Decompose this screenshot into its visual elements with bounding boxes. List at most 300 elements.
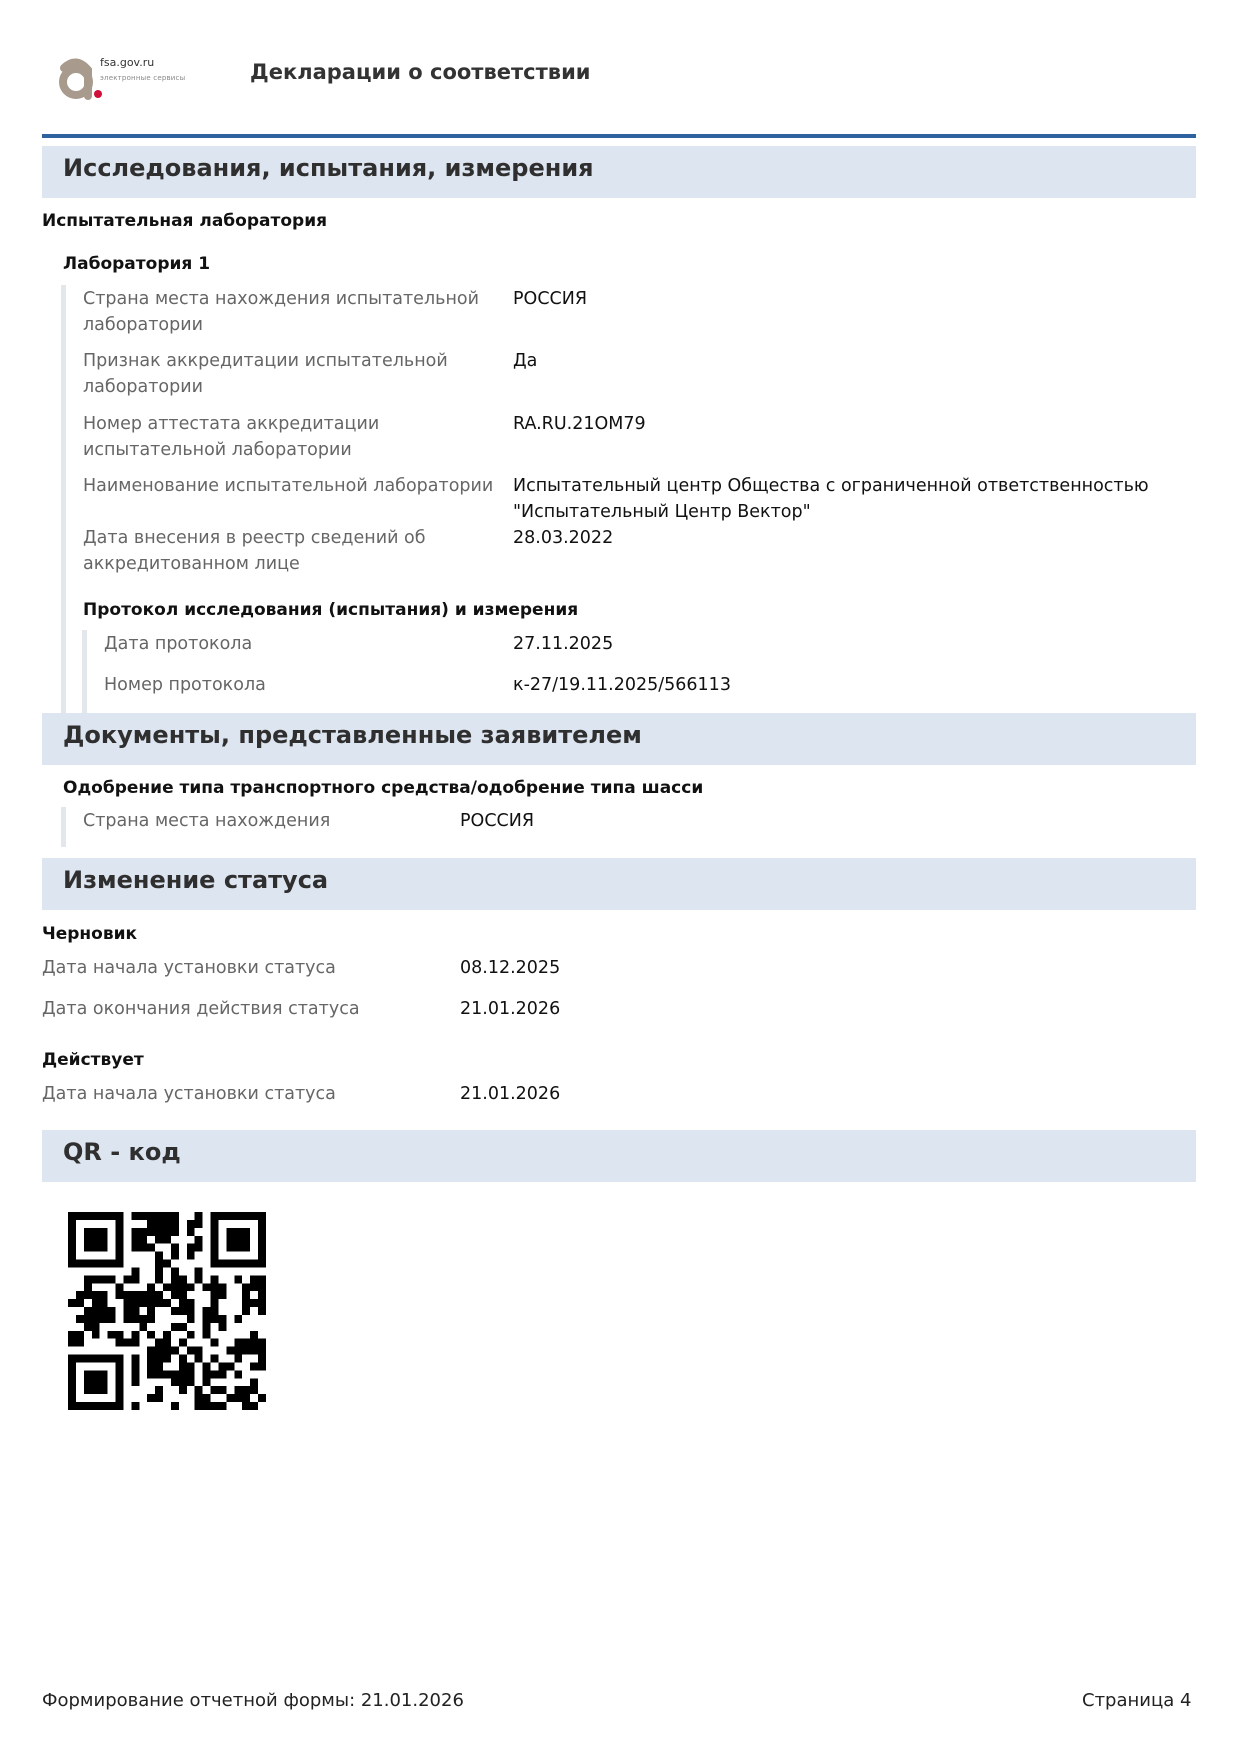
- qr-module: [108, 1275, 116, 1283]
- qr-module: [211, 1355, 219, 1363]
- qr-module: [234, 1212, 242, 1220]
- qr-module: [108, 1331, 116, 1339]
- qr-module: [203, 1315, 211, 1323]
- qr-module: [84, 1212, 92, 1220]
- section-title-qr: QR - код: [63, 1138, 181, 1166]
- qr-module: [100, 1386, 108, 1394]
- qr-module: [179, 1291, 187, 1299]
- qr-module: [163, 1220, 171, 1228]
- qr-module: [234, 1370, 242, 1378]
- qr-module: [131, 1362, 139, 1370]
- qr-module: [179, 1307, 187, 1315]
- qr-module: [203, 1378, 211, 1386]
- qr-module: [92, 1299, 100, 1307]
- qr-module: [68, 1236, 76, 1244]
- qr-module: [171, 1267, 179, 1275]
- qr-module: [147, 1394, 155, 1402]
- qr-module: [211, 1307, 219, 1315]
- page-title: Декларации о соответствии: [250, 60, 591, 84]
- qr-module: [116, 1236, 124, 1244]
- section-title-documents: Документы, представленные заявителем: [63, 721, 642, 749]
- qr-module: [171, 1291, 179, 1299]
- qr-module: [100, 1402, 108, 1410]
- qr-module: [218, 1362, 226, 1370]
- qr-module: [139, 1299, 147, 1307]
- qr-module: [226, 1236, 234, 1244]
- qr-module: [179, 1355, 187, 1363]
- qr-module: [131, 1236, 139, 1244]
- qr-module: [76, 1331, 84, 1339]
- qr-module: [108, 1260, 116, 1268]
- qr-module: [155, 1260, 163, 1268]
- qr-module: [116, 1228, 124, 1236]
- qr-module: [92, 1291, 100, 1299]
- qr-module: [211, 1228, 219, 1236]
- qr-module: [116, 1244, 124, 1252]
- qr-module: [147, 1220, 155, 1228]
- qr-module: [187, 1315, 195, 1323]
- qr-module: [250, 1299, 258, 1307]
- qr-module: [147, 1362, 155, 1370]
- qr-module: [250, 1362, 258, 1370]
- field-label: Номер протокола: [104, 675, 266, 695]
- qr-module: [155, 1220, 163, 1228]
- qr-module: [187, 1370, 195, 1378]
- qr-module: [234, 1347, 242, 1355]
- qr-module: [155, 1339, 163, 1347]
- status-draft-title: Черновик: [42, 924, 138, 944]
- qr-module: [92, 1228, 100, 1236]
- qr-module: [108, 1315, 116, 1323]
- qr-module: [258, 1394, 266, 1402]
- qr-module: [108, 1402, 116, 1410]
- qr-module: [131, 1299, 139, 1307]
- qr-module: [92, 1275, 100, 1283]
- qr-module: [258, 1339, 266, 1347]
- qr-module: [155, 1212, 163, 1220]
- qr-module: [163, 1331, 171, 1339]
- qr-module: [68, 1331, 76, 1339]
- qr-module: [116, 1283, 124, 1291]
- qr-module: [171, 1370, 179, 1378]
- lab-title: Лаборатория 1: [63, 254, 211, 274]
- qr-module: [116, 1291, 124, 1299]
- qr-module: [76, 1260, 84, 1268]
- qr-module: [218, 1291, 226, 1299]
- qr-module: [171, 1244, 179, 1252]
- qr-module: [108, 1355, 116, 1363]
- qr-module: [195, 1236, 203, 1244]
- qr-module: [131, 1267, 139, 1275]
- qr-module: [84, 1323, 92, 1331]
- qr-module: [258, 1220, 266, 1228]
- qr-module: [84, 1260, 92, 1268]
- qr-module: [108, 1307, 116, 1315]
- qr-module: [68, 1244, 76, 1252]
- qr-module: [68, 1386, 76, 1394]
- qr-module: [187, 1283, 195, 1291]
- field-value: RA.RU.21ОМ79: [513, 414, 646, 434]
- qr-module: [131, 1212, 139, 1220]
- qr-module: [171, 1220, 179, 1228]
- qr-module: [68, 1355, 76, 1363]
- qr-module: [76, 1339, 84, 1347]
- qr-module: [187, 1307, 195, 1315]
- qr-module: [218, 1315, 226, 1323]
- qr-module: [218, 1212, 226, 1220]
- qr-module: [116, 1355, 124, 1363]
- section-research: [42, 146, 1196, 198]
- qr-module: [163, 1283, 171, 1291]
- qr-module: [171, 1212, 179, 1220]
- qr-module: [242, 1347, 250, 1355]
- qr-module: [92, 1244, 100, 1252]
- qr-module: [226, 1347, 234, 1355]
- qr-module: [116, 1220, 124, 1228]
- qr-module: [203, 1323, 211, 1331]
- qr-module: [155, 1370, 163, 1378]
- qr-module: [155, 1394, 163, 1402]
- qr-module: [179, 1378, 187, 1386]
- qr-module: [218, 1323, 226, 1331]
- fsa-logo: [58, 58, 102, 102]
- qr-module: [147, 1307, 155, 1315]
- qr-module: [195, 1267, 203, 1275]
- qr-module: [155, 1386, 163, 1394]
- qr-module: [100, 1260, 108, 1268]
- qr-module: [258, 1275, 266, 1283]
- qr-module: [226, 1244, 234, 1252]
- qr-module: [226, 1228, 234, 1236]
- qr-module: [242, 1394, 250, 1402]
- qr-module: [139, 1228, 147, 1236]
- qr-module: [218, 1283, 226, 1291]
- qr-module: [203, 1402, 211, 1410]
- qr-module: [116, 1252, 124, 1260]
- qr-module: [131, 1339, 139, 1347]
- qr-module: [139, 1212, 147, 1220]
- qr-module: [76, 1291, 84, 1299]
- qr-module: [258, 1228, 266, 1236]
- qr-module: [76, 1315, 84, 1323]
- qr-module: [84, 1236, 92, 1244]
- qr-module: [92, 1236, 100, 1244]
- qr-module: [211, 1402, 219, 1410]
- section-documents: [42, 713, 1196, 765]
- qr-module: [100, 1275, 108, 1283]
- qr-module: [258, 1347, 266, 1355]
- qr-module: [147, 1228, 155, 1236]
- qr-module: [242, 1402, 250, 1410]
- qr-module: [68, 1228, 76, 1236]
- footer-generated: Формирование отчетной формы: 21.01.2026: [42, 1690, 464, 1711]
- qr-module: [163, 1236, 171, 1244]
- qr-module: [84, 1370, 92, 1378]
- qr-module: [211, 1291, 219, 1299]
- qr-module: [68, 1370, 76, 1378]
- qr-module: [163, 1355, 171, 1363]
- qr-module: [68, 1362, 76, 1370]
- qr-module: [250, 1260, 258, 1268]
- qr-module: [258, 1291, 266, 1299]
- qr-module: [195, 1275, 203, 1283]
- qr-module: [171, 1228, 179, 1236]
- footer-page-number: Страница 4: [1082, 1690, 1192, 1711]
- qr-module: [155, 1291, 163, 1299]
- qr-module: [76, 1355, 84, 1363]
- qr-module: [211, 1236, 219, 1244]
- qr-module: [92, 1378, 100, 1386]
- field-value: 28.03.2022: [513, 528, 614, 548]
- qr-module: [100, 1291, 108, 1299]
- qr-module: [147, 1331, 155, 1339]
- qr-module: [258, 1260, 266, 1268]
- qr-module: [131, 1402, 139, 1410]
- field-value: 27.11.2025: [513, 634, 614, 654]
- qr-module: [84, 1228, 92, 1236]
- qr-module: [147, 1315, 155, 1323]
- qr-module: [163, 1299, 171, 1307]
- qr-module: [250, 1386, 258, 1394]
- qr-module: [84, 1307, 92, 1315]
- qr-module: [123, 1299, 131, 1307]
- qr-module: [84, 1315, 92, 1323]
- qr-module: [187, 1331, 195, 1339]
- field-label: Страна места нахождения испытательной лаборатории: [83, 289, 479, 335]
- qr-module: [258, 1355, 266, 1363]
- status-active-title: Действует: [42, 1050, 144, 1070]
- qr-module: [68, 1339, 76, 1347]
- qr-module: [250, 1339, 258, 1347]
- qr-module: [84, 1291, 92, 1299]
- qr-module: [92, 1386, 100, 1394]
- qr-module: [250, 1275, 258, 1283]
- qr-module: [100, 1244, 108, 1252]
- qr-module: [131, 1228, 139, 1236]
- qr-module: [171, 1283, 179, 1291]
- qr-module: [258, 1212, 266, 1220]
- qr-module: [258, 1236, 266, 1244]
- qr-module: [116, 1331, 124, 1339]
- qr-module: [195, 1386, 203, 1394]
- field-label: Страна места нахождения: [83, 811, 331, 831]
- qr-module: [116, 1378, 124, 1386]
- field-label: Дата протокола: [104, 634, 253, 654]
- qr-module: [203, 1307, 211, 1315]
- qr-module: [211, 1260, 219, 1268]
- qr-module: [131, 1378, 139, 1386]
- qr-module: [139, 1291, 147, 1299]
- qr-module: [179, 1370, 187, 1378]
- qr-module: [250, 1347, 258, 1355]
- qr-module: [258, 1252, 266, 1260]
- qr-module: [187, 1244, 195, 1252]
- qr-module: [68, 1260, 76, 1268]
- qr-module: [155, 1299, 163, 1307]
- qr-module: [100, 1315, 108, 1323]
- field-value: 21.01.2026: [460, 999, 561, 1019]
- qr-module: [234, 1386, 242, 1394]
- qr-module: [163, 1339, 171, 1347]
- qr-module: [218, 1370, 226, 1378]
- qr-module: [123, 1291, 131, 1299]
- qr-module: [171, 1378, 179, 1386]
- section-title-status: Изменение статуса: [63, 866, 329, 894]
- qr-module: [163, 1370, 171, 1378]
- qr-module: [147, 1370, 155, 1378]
- qr-module: [116, 1362, 124, 1370]
- qr-module: [147, 1355, 155, 1363]
- qr-module: [116, 1370, 124, 1378]
- qr-module: [131, 1315, 139, 1323]
- qr-module: [92, 1260, 100, 1268]
- qr-module: [218, 1386, 226, 1394]
- qr-module: [76, 1402, 84, 1410]
- qr-module: [234, 1355, 242, 1363]
- qr-module: [242, 1299, 250, 1307]
- qr-code-icon: [68, 1212, 266, 1410]
- qr-module: [211, 1315, 219, 1323]
- qr-module: [147, 1244, 155, 1252]
- qr-module: [242, 1212, 250, 1220]
- group-title-lab: Испытательная лаборатория: [42, 211, 328, 231]
- qr-module: [242, 1236, 250, 1244]
- protocol-title: Протокол исследования (испытания) и измерения: [83, 600, 579, 620]
- qr-module: [258, 1307, 266, 1315]
- qr-module: [155, 1267, 163, 1275]
- qr-module: [242, 1260, 250, 1268]
- qr-module: [250, 1212, 258, 1220]
- field-value: РОССИЯ: [460, 811, 535, 831]
- qr-module: [123, 1315, 131, 1323]
- qr-module: [131, 1370, 139, 1378]
- qr-module: [68, 1212, 76, 1220]
- qr-module: [179, 1283, 187, 1291]
- qr-module: [250, 1331, 258, 1339]
- qr-module: [163, 1260, 171, 1268]
- qr-module: [211, 1275, 219, 1283]
- qr-module: [195, 1244, 203, 1252]
- qr-module: [195, 1220, 203, 1228]
- qr-module: [84, 1244, 92, 1252]
- qr-module: [211, 1339, 219, 1347]
- qr-module: [100, 1236, 108, 1244]
- qr-module: [68, 1378, 76, 1386]
- qr-module: [179, 1299, 187, 1307]
- qr-module: [131, 1275, 139, 1283]
- field-value: Да: [513, 351, 538, 371]
- qr-module: [242, 1291, 250, 1299]
- qr-module: [226, 1260, 234, 1268]
- qr-module: [171, 1275, 179, 1283]
- qr-module: [195, 1402, 203, 1410]
- section-title-research: Исследования, испытания, измерения: [63, 154, 594, 182]
- section-qr: [42, 1130, 1196, 1182]
- qr-module: [211, 1386, 219, 1394]
- qr-module: [211, 1299, 219, 1307]
- documents-indent-line: [61, 807, 66, 847]
- qr-module: [179, 1339, 187, 1347]
- qr-module: [195, 1355, 203, 1363]
- logo-subtitle: электронные сервисы: [100, 74, 186, 82]
- qr-module: [258, 1244, 266, 1252]
- qr-module: [171, 1402, 179, 1410]
- qr-module: [116, 1260, 124, 1268]
- qr-module: [242, 1244, 250, 1252]
- qr-module: [155, 1228, 163, 1236]
- qr-module: [92, 1307, 100, 1315]
- qr-module: [211, 1283, 219, 1291]
- qr-module: [250, 1402, 258, 1410]
- qr-module: [84, 1275, 92, 1283]
- qr-module: [155, 1355, 163, 1363]
- qr-module: [171, 1307, 179, 1315]
- qr-module: [234, 1315, 242, 1323]
- qr-module: [218, 1402, 226, 1410]
- qr-module: [226, 1212, 234, 1220]
- qr-module: [108, 1212, 116, 1220]
- field-label: Дата окончания действия статуса: [42, 999, 360, 1019]
- qr-module: [187, 1362, 195, 1370]
- section-status: [42, 858, 1196, 910]
- qr-module: [195, 1212, 203, 1220]
- qr-module: [242, 1228, 250, 1236]
- field-value: к-27/19.11.2025/566113: [513, 675, 731, 695]
- qr-module: [203, 1362, 211, 1370]
- qr-module: [100, 1378, 108, 1386]
- lab-indent-line: [61, 285, 66, 713]
- qr-module: [92, 1212, 100, 1220]
- qr-module: [131, 1307, 139, 1315]
- qr-module: [179, 1386, 187, 1394]
- qr-module: [84, 1355, 92, 1363]
- qr-module: [116, 1386, 124, 1394]
- protocol-indent-line: [82, 630, 87, 713]
- qr-module: [68, 1299, 76, 1307]
- qr-module: [100, 1370, 108, 1378]
- qr-module: [171, 1323, 179, 1331]
- qr-module: [155, 1252, 163, 1260]
- qr-module: [234, 1275, 242, 1283]
- qr-module: [100, 1228, 108, 1236]
- qr-module: [250, 1283, 258, 1291]
- qr-module: [123, 1339, 131, 1347]
- qr-module: [163, 1212, 171, 1220]
- qr-module: [100, 1307, 108, 1315]
- qr-module: [187, 1252, 195, 1260]
- field-label: Наименование испытательной лаборатории: [83, 476, 494, 496]
- qr-module: [211, 1244, 219, 1252]
- field-label: Дата внесения в реестр сведений об аккредитованном лице: [83, 528, 426, 574]
- qr-module: [155, 1362, 163, 1370]
- qr-module: [155, 1275, 163, 1283]
- qr-module: [203, 1331, 211, 1339]
- header-divider: [42, 134, 1196, 138]
- qr-module: [123, 1275, 131, 1283]
- qr-module: [179, 1362, 187, 1370]
- qr-module: [226, 1394, 234, 1402]
- qr-module: [163, 1228, 171, 1236]
- qr-module: [218, 1260, 226, 1268]
- qr-module: [203, 1394, 211, 1402]
- qr-module: [116, 1212, 124, 1220]
- qr-module: [92, 1402, 100, 1410]
- qr-module: [187, 1220, 195, 1228]
- qr-module: [100, 1212, 108, 1220]
- qr-module: [234, 1339, 242, 1347]
- qr-module: [203, 1283, 211, 1291]
- qr-module: [179, 1275, 187, 1283]
